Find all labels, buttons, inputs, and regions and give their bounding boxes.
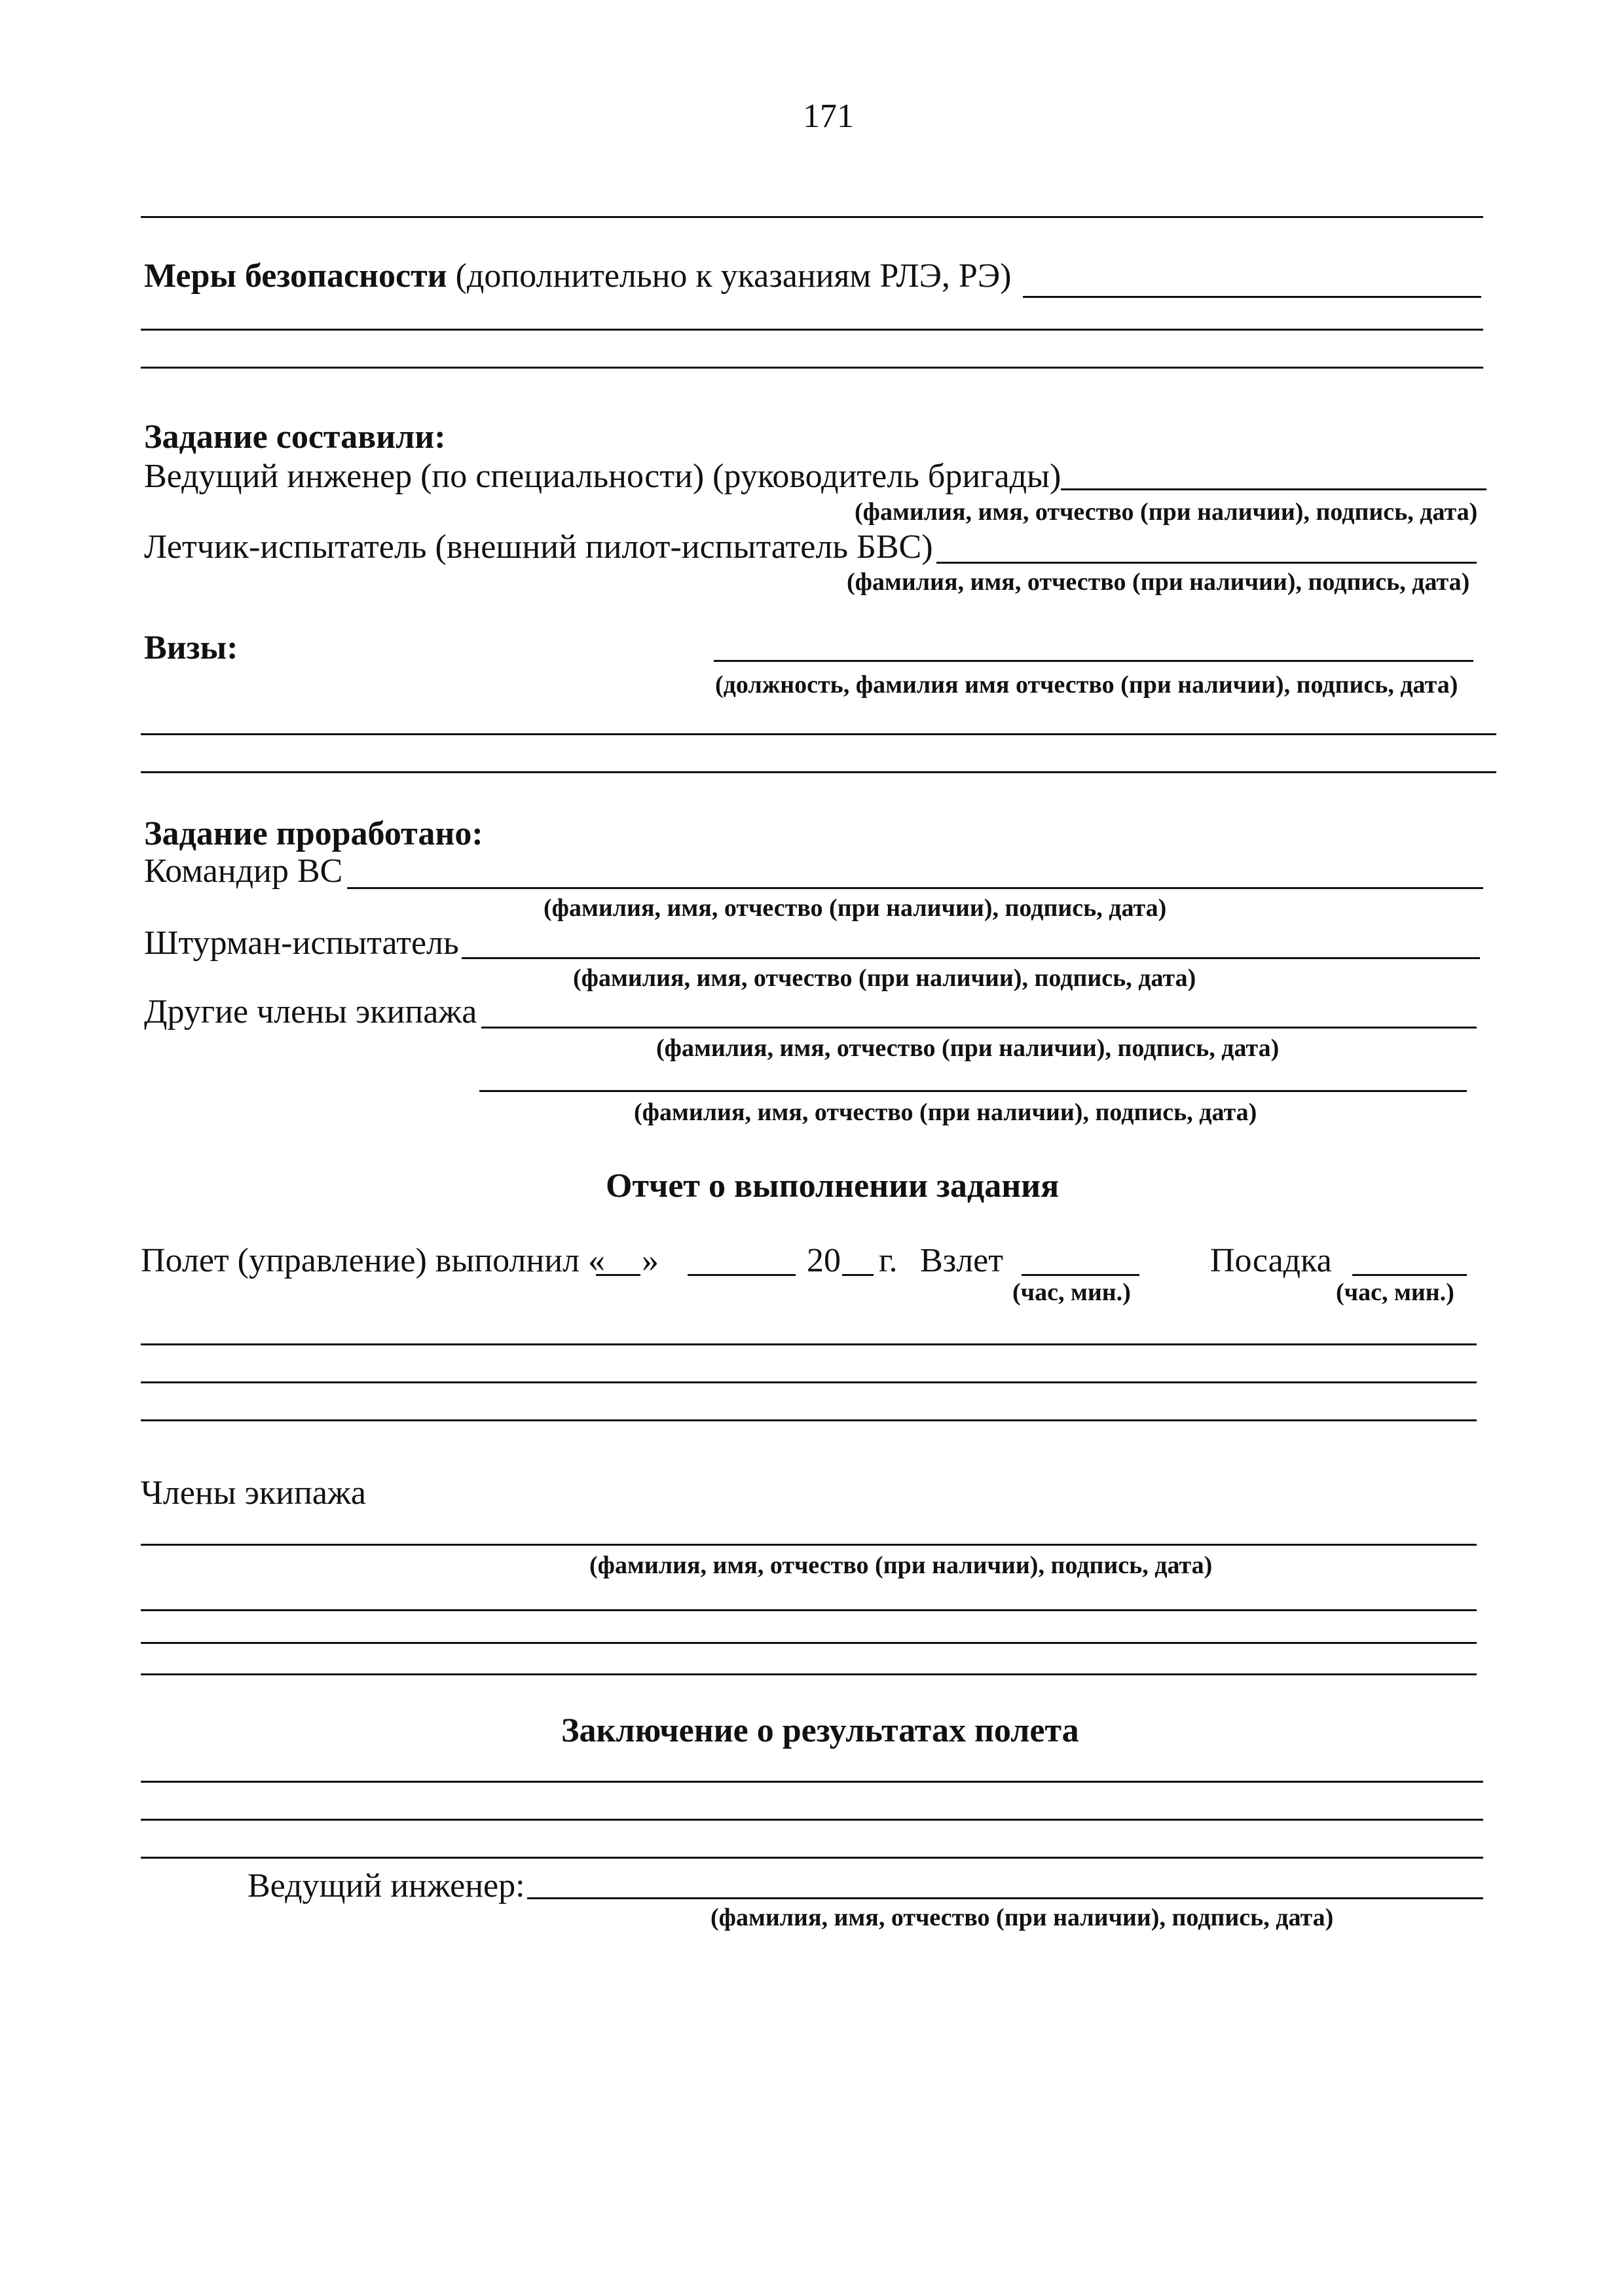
takeoff-time-line[interactable]: [1022, 1274, 1139, 1276]
report-title: Отчет о выполнении задания: [606, 1167, 1060, 1205]
safety-input-line[interactable]: [1023, 296, 1481, 298]
visas-heading: Визы:: [144, 629, 238, 666]
crew-signature-line[interactable]: [141, 1544, 1477, 1546]
conclusion-line[interactable]: [141, 1781, 1483, 1783]
landing-time-line[interactable]: [1352, 1274, 1467, 1276]
test-pilot-signature-line[interactable]: [936, 562, 1477, 564]
visa-line-2[interactable]: [141, 733, 1496, 735]
lead-engineer-signature-line[interactable]: [1061, 488, 1486, 490]
crew-line[interactable]: [141, 1642, 1477, 1644]
month-input-line[interactable]: [688, 1274, 796, 1276]
crew-line[interactable]: [141, 1609, 1477, 1611]
year-prefix: 20: [807, 1242, 841, 1279]
signature-caption: (фамилия, имя, отчество (при наличии), подпись, дата): [656, 1034, 1280, 1062]
commander-signature-line[interactable]: [347, 887, 1483, 889]
quote-close: »: [642, 1242, 659, 1279]
crew-heading: Члены экипажа: [141, 1474, 366, 1512]
blank-line: [141, 216, 1483, 218]
signature-caption: (фамилия, имя, отчество (при наличии), подпись, дата): [855, 498, 1478, 526]
report-line[interactable]: [141, 1381, 1477, 1383]
navigator-signature-line[interactable]: [462, 957, 1480, 959]
time-caption: (час, мин.): [1012, 1279, 1131, 1306]
safety-label: [144, 259, 1012, 293]
conclusion-line[interactable]: [141, 1857, 1483, 1859]
conclusion-line[interactable]: [141, 1819, 1483, 1821]
conclusion-title: Заключение о результатах полета: [561, 1712, 1079, 1749]
takeoff-label: Взлет: [920, 1242, 1003, 1279]
flight-label: Полет (управление) выполнил «: [141, 1242, 605, 1279]
page-number: 171: [803, 98, 854, 135]
year-input-line[interactable]: [842, 1274, 874, 1276]
commander-label: Командир ВС: [144, 852, 343, 890]
visa-caption: (должность, фамилия имя отчество (при наличии), подпись, дата): [715, 671, 1458, 699]
lead-engineer-label: Ведущий инженер (по специальности) (руководитель бригады): [144, 458, 1061, 495]
safety-line-3[interactable]: [141, 367, 1483, 369]
conclusion-lead-engineer-label: Ведущий инженер:: [248, 1867, 525, 1904]
safety-label-bold: Меры безопасности: [144, 257, 447, 295]
conclusion-signature-line[interactable]: [527, 1897, 1483, 1899]
other-crew-label: Другие члены экипажа: [144, 993, 477, 1030]
year-suffix: г.: [879, 1242, 898, 1279]
time-caption: (час, мин.): [1336, 1279, 1454, 1306]
other-crew-signature-line[interactable]: [481, 1027, 1477, 1029]
safety-label-rest: (дополнительно к указаниям РЛЭ, РЭ): [455, 257, 1012, 295]
signature-caption: (фамилия, имя, отчество (при наличии), подпись, дата): [573, 964, 1196, 992]
compiled-heading: Задание составили:: [144, 418, 446, 456]
day-input-line[interactable]: [596, 1274, 640, 1276]
signature-caption: (фамилия, имя, отчество (при наличии), подпись, дата): [847, 568, 1470, 596]
crew-line[interactable]: [141, 1673, 1477, 1675]
navigator-label: Штурман-испытатель: [144, 924, 459, 962]
signature-caption: (фамилия, имя, отчество (при наличии), подпись, дата): [710, 1904, 1334, 1931]
signature-caption: (фамилия, имя, отчество (при наличии), подпись, дата): [544, 894, 1167, 922]
visa-signature-line[interactable]: [714, 660, 1473, 662]
visa-line-3[interactable]: [141, 771, 1496, 773]
report-line[interactable]: [141, 1419, 1477, 1421]
report-line[interactable]: [141, 1343, 1477, 1345]
landing-label: Посадка: [1210, 1242, 1332, 1279]
test-pilot-label: Летчик-испытатель (внешний пилот-испытатель БВС): [144, 528, 933, 566]
other-crew-signature-line-2[interactable]: [479, 1090, 1467, 1092]
worked-out-heading: Задание проработано:: [144, 815, 483, 852]
signature-caption: (фамилия, имя, отчество (при наличии), подпись, дата): [634, 1099, 1257, 1126]
signature-caption: (фамилия, имя, отчество (при наличии), подпись, дата): [589, 1552, 1213, 1579]
safety-line-2[interactable]: [141, 329, 1483, 331]
